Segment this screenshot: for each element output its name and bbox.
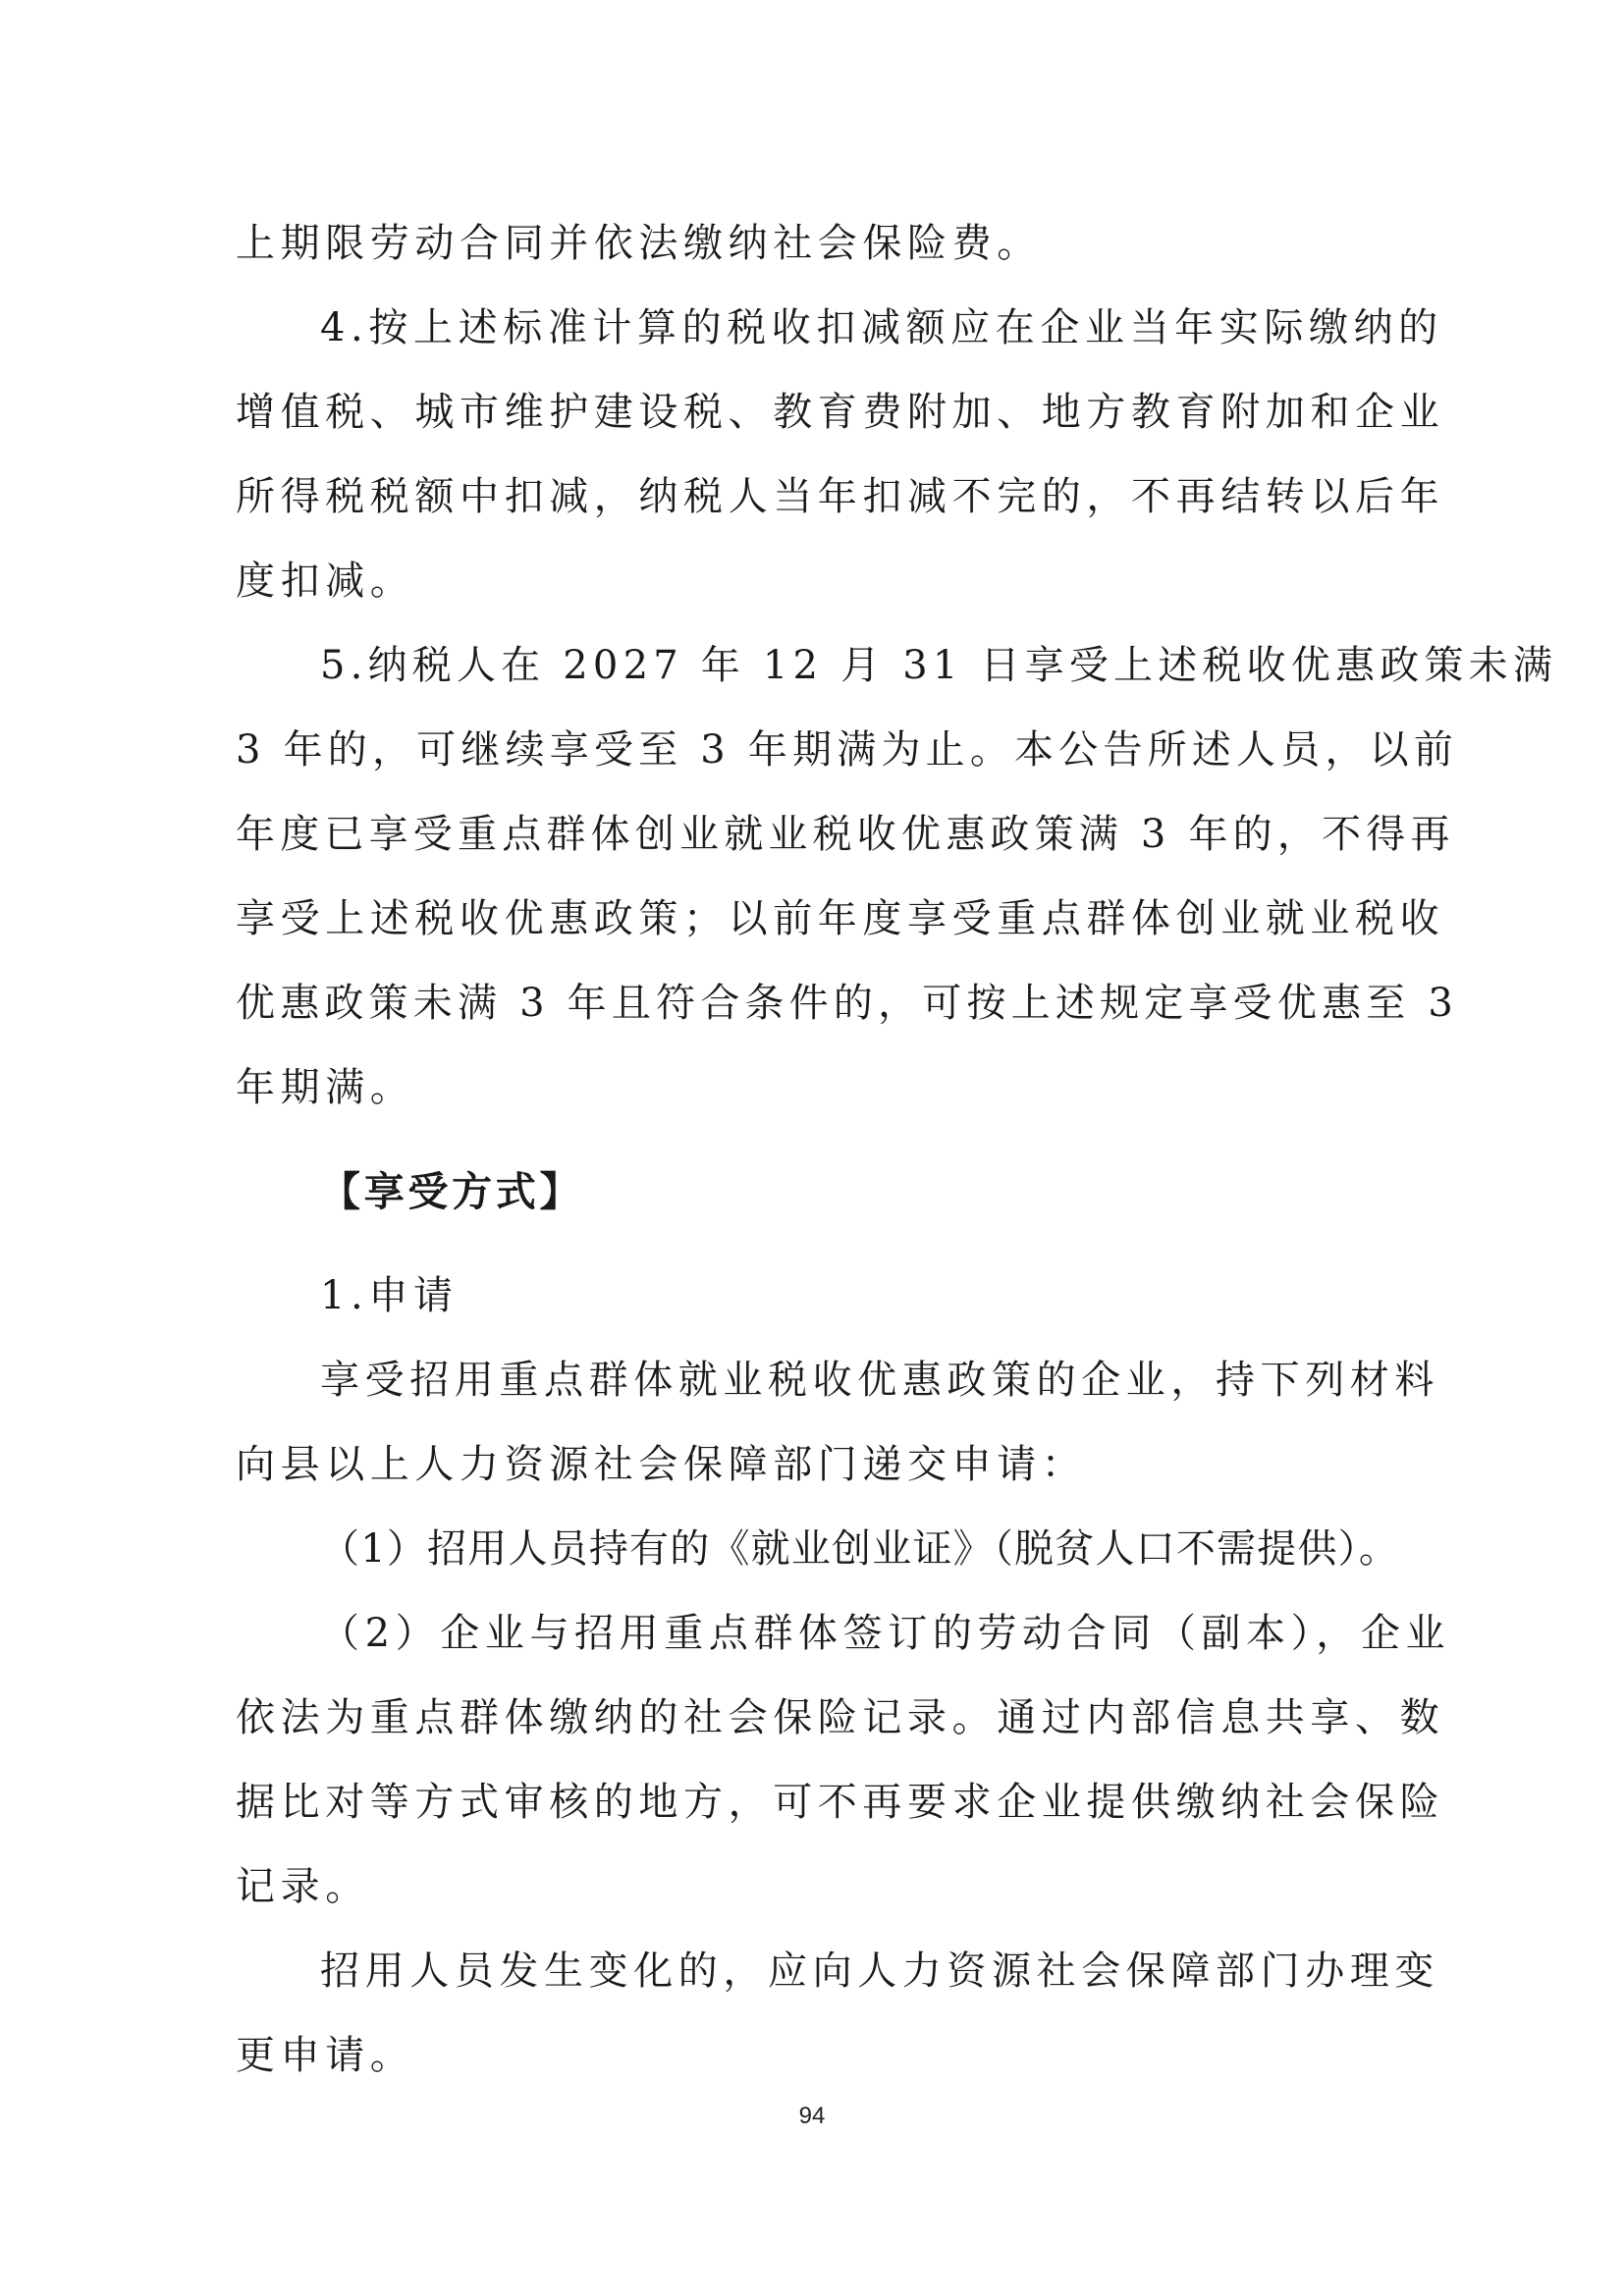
page-number: 94 <box>798 2103 826 2129</box>
paragraph-line: 年期满。 <box>236 1065 415 1110</box>
paragraph-line: 招用人员发生变化的，应向人力资源社会保障部门办理变 <box>320 1949 1439 1994</box>
paragraph-line: 优惠政策未满 3 年且符合条件的，可按上述规定享受优惠至 3 <box>236 981 1459 1026</box>
paragraph-line: 享受上述税收优惠政策；以前年度享受重点群体创业就业税收 <box>236 896 1445 941</box>
paragraph-line: 1.申请 <box>320 1273 459 1318</box>
paragraph-line: 向县以上人力资源社会保障部门递交申请： <box>236 1442 1087 1487</box>
paragraph-line: 5.纳税人在 2027 年 12 月 31 日享受上述税收优惠政策未满 <box>320 643 1558 688</box>
paragraph-line: （2）企业与招用重点群体签订的劳动合同（副本），企业 <box>320 1611 1451 1656</box>
section-heading: 【享受方式】 <box>320 1168 584 1215</box>
paragraph-line: 记录。 <box>236 1864 370 1909</box>
paragraph-line: 更申请。 <box>236 2033 415 2078</box>
paragraph-line: 据比对等方式审核的地方，可不再要求企业提供缴纳社会保险 <box>236 1780 1445 1825</box>
paragraph-line: 3 年的，可继续享受至 3 年期满为止。本公告所述人员，以前 <box>236 727 1459 773</box>
paragraph-line: 年度已享受重点群体创业就业税收优惠政策满 3 年的，不得再 <box>236 812 1455 857</box>
paragraph-line: 增值税、城市维护建设税、教育费附加、地方教育附加和企业 <box>236 390 1445 435</box>
paragraph-line: 4.按上述标准计算的税收扣减额应在企业当年实际缴纳的 <box>320 305 1443 350</box>
paragraph-line: 享受招用重点群体就业税收优惠政策的企业，持下列材料 <box>320 1358 1439 1403</box>
paragraph-line: 所得税税额中扣减，纳税人当年扣减不完的，不再结转以后年 <box>236 474 1445 519</box>
paragraph-line: （1）招用人员持有的《就业创业证》（脱贫人口不需提供）。 <box>320 1526 1400 1572</box>
paragraph-line: 依法为重点群体缴纳的社会保险记录。通过内部信息共享、数 <box>236 1695 1445 1740</box>
paragraph-line: 度扣减。 <box>236 559 415 604</box>
paragraph-line: 上期限劳动合同并依法缴纳社会保险费。 <box>236 221 1042 266</box>
